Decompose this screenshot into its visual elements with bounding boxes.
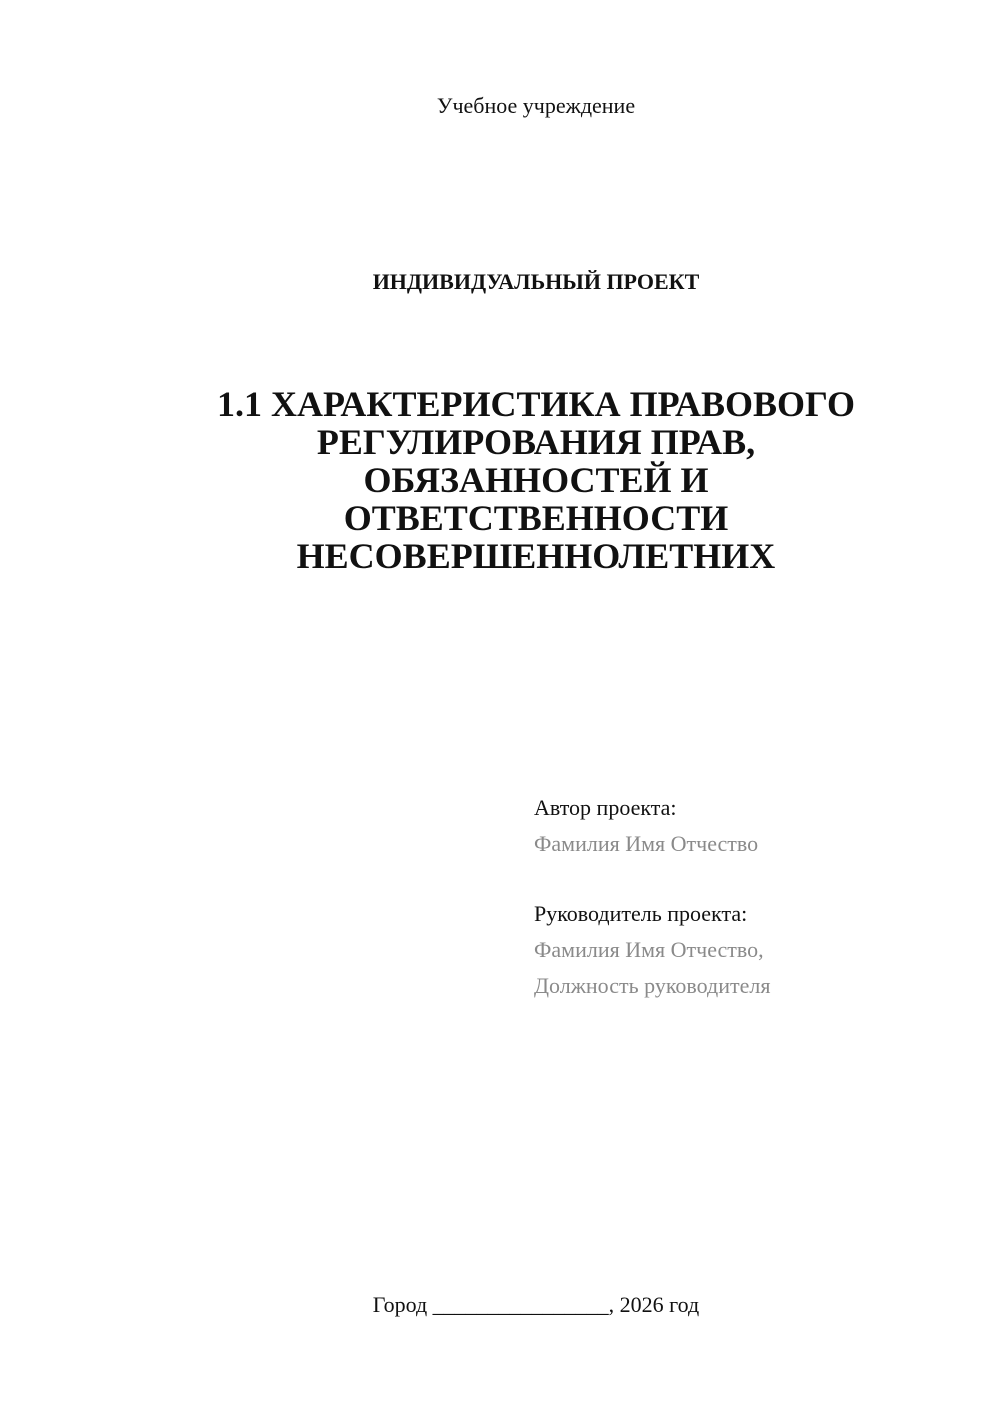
credits-spacer xyxy=(534,862,974,896)
institution-name: Учебное учреждение xyxy=(436,93,636,118)
credits-block xyxy=(534,790,974,1004)
city-year-line: Город ________________, 2026 год xyxy=(372,1292,700,1317)
project-title-line: РЕГУЛИРОВАНИЯ ПРАВ, xyxy=(316,422,756,462)
supervisor-position: Должность руководителя xyxy=(534,973,771,998)
supervisor-label: Руководитель проекта: xyxy=(534,901,748,926)
project-title-line: НЕСОВЕРШЕННОЛЕТНИХ xyxy=(296,536,776,576)
author-label: Автор проекта: xyxy=(534,795,677,820)
project-title-line: 1.1 ХАРАКТЕРИСТИКА ПРАВОВОГО xyxy=(216,384,856,424)
project-title xyxy=(160,385,912,575)
project-title-line: ОБЯЗАННОСТЕЙ И xyxy=(363,460,709,500)
project-title-line: ОТВЕТСТВЕННОСТИ xyxy=(343,498,729,538)
author-name: Фамилия Имя Отчество xyxy=(534,831,759,856)
supervisor-name: Фамилия Имя Отчество, xyxy=(534,937,764,962)
document-type-heading: ИНДИВИДУАЛЬНЫЙ ПРОЕКТ xyxy=(372,269,700,294)
